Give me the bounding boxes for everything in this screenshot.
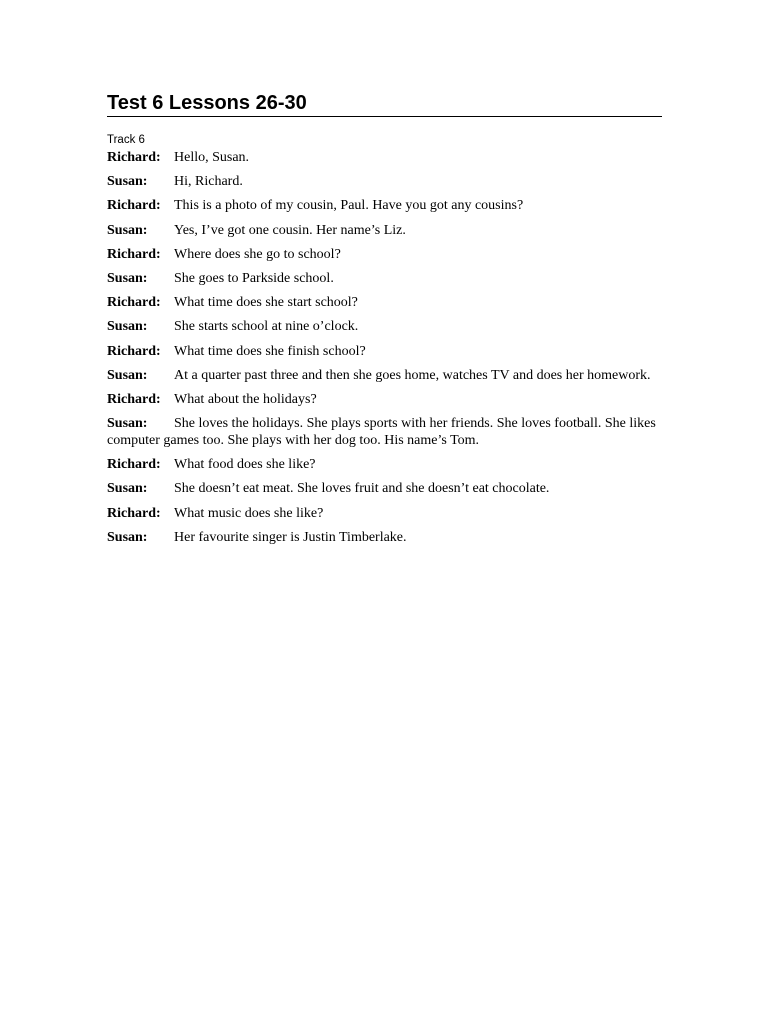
line-text: What time does she finish school? [174,343,366,359]
line-text: Yes, I’ve got one cousin. Her name’s Liz. [174,222,406,238]
dialogue-line [107,294,662,311]
dialogue-line [107,149,662,166]
speaker-name: Richard: [107,198,161,214]
line-text: Where does she go to school? [174,246,341,262]
line-text: Hello, Susan. [174,150,250,165]
speaker-name: Susan: [107,367,148,383]
speaker-name: Richard: [107,391,161,407]
dialogue-line [107,246,662,263]
dialogue-line [107,173,662,190]
document-page [107,90,662,553]
page-title: Test 6 Lessons 26-30 [107,90,662,117]
speaker-name: Richard: [107,505,161,521]
speaker-name: Richard: [107,457,161,473]
dialogue-line [107,197,662,214]
speaker-name: Susan: [107,529,148,545]
dialogue-line [107,415,662,449]
dialogue-line [107,505,662,522]
line-text: What food does she like? [174,457,316,473]
line-text: At a quarter past three and then she goes home, watches TV and does her homework. [174,367,651,383]
dialogue-line [107,318,662,335]
line-text: What time does she start school? [174,295,358,311]
speaker-name: Richard: [107,295,161,311]
line-text: What about the holidays? [174,391,317,407]
speaker-name: Susan: [107,319,148,335]
dialogue-transcript [107,149,662,546]
dialogue-line [107,480,662,497]
line-text: Her favourite singer is Justin Timberlake. [174,529,407,545]
track-label: Track 6 [107,134,145,146]
speaker-name: Richard: [107,150,161,165]
line-text: What music does she like? [174,505,324,521]
line-text: Hi, Richard. [174,174,243,190]
line-text: She starts school at nine o’clock. [174,319,359,335]
line-text: She doesn’t eat meat. She loves fruit and she doesn’t eat chocolate. [174,481,550,497]
dialogue-line [107,343,662,360]
dialogue-line [107,270,662,287]
dialogue-line [107,367,662,384]
speaker-name: Richard: [107,246,161,262]
speaker-name: Richard: [107,343,161,359]
line-text: This is a photo of my cousin, Paul. Have you got any cousins? [174,198,524,214]
dialogue-line [107,529,662,546]
speaker-name: Susan: [107,270,148,286]
line-text: She goes to Parkside school. [174,270,334,286]
line-text: She loves the holidays. She plays sports with her friends. She loves football. She likes computer games too. She plays with her dog too. His name’s Tom. [107,416,656,449]
speaker-name: Susan: [107,481,148,497]
speaker-name: Susan: [107,174,148,190]
dialogue-line [107,222,662,239]
dialogue-line [107,456,662,473]
speaker-name: Susan: [107,416,148,432]
dialogue-line [107,391,662,408]
speaker-name: Susan: [107,222,148,238]
